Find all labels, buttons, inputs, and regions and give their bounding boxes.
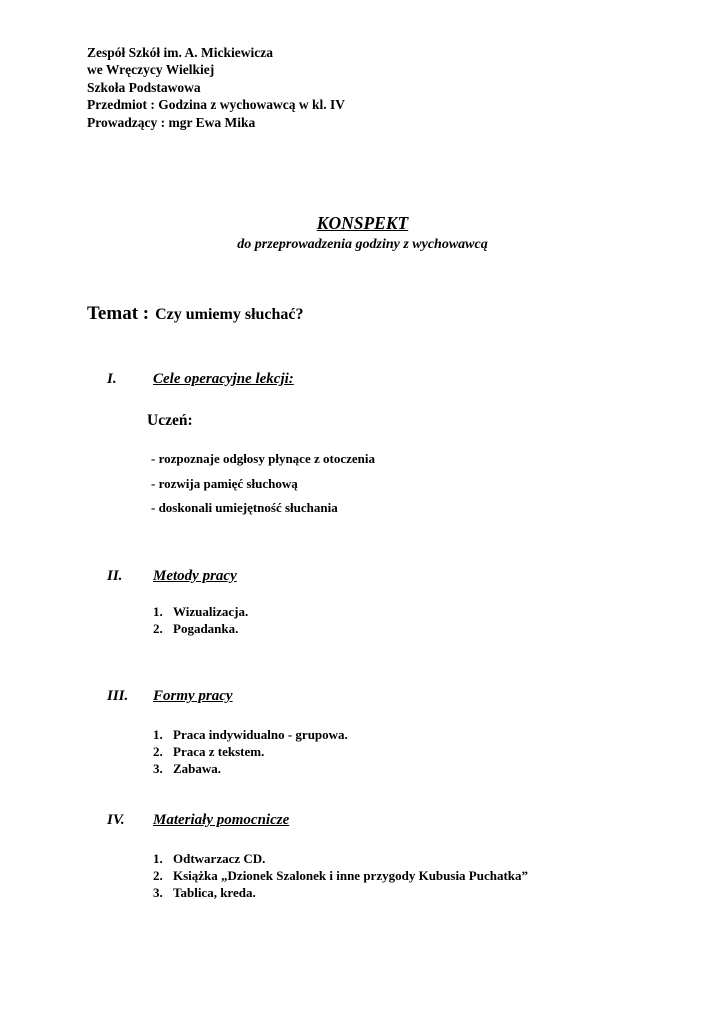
- list-text: Odtwarzacz CD.: [173, 851, 266, 866]
- header-teacher: Prowadzący : mgr Ewa Mika: [87, 114, 256, 130]
- list-number: 3.: [153, 885, 163, 901]
- list-item: [153, 850, 528, 867]
- lesson-topic: [87, 303, 304, 325]
- school-header: [87, 44, 345, 131]
- objective-item: - rozpoznaje odgłosy płynące z otoczenia: [151, 451, 375, 466]
- list-number: 2.: [153, 621, 163, 637]
- section-number: III.: [107, 688, 129, 704]
- list-item: [153, 760, 348, 777]
- section-heading-objectives: [107, 371, 294, 388]
- list-text: Tablica, kreda.: [173, 885, 256, 901]
- section-heading-forms: [107, 688, 233, 705]
- list-number: 2.: [153, 868, 163, 884]
- section-number: I.: [107, 371, 117, 387]
- list-text: Wizualizacja.: [173, 604, 249, 619]
- list-text: Pogadanka.: [173, 621, 239, 637]
- section-label: Materiały pomocnicze: [153, 812, 290, 828]
- list-item: [153, 884, 528, 901]
- header-location: we Wręczycy Wielkiej: [87, 62, 215, 78]
- list-item: [153, 726, 348, 743]
- list-number: 2.: [153, 744, 163, 760]
- list-item: [153, 620, 248, 637]
- document-subtitle: do przeprowadzenia godziny z wychowawcą: [237, 237, 488, 252]
- forms-list: [153, 726, 348, 778]
- methods-list: [153, 603, 248, 637]
- list-text: Praca indywidualno - grupowa.: [173, 727, 348, 742]
- header-subject: Przedmiot : Godzina z wychowawcą w kl. IV: [87, 97, 345, 113]
- list-text: Książka „Dzionek Szalonek i inne przygody Kubusia Puchatka”: [173, 868, 529, 884]
- section-label: Metody pracy: [153, 568, 237, 584]
- topic-label: Temat :: [87, 303, 150, 324]
- topic-value: Czy umiemy słuchać?: [155, 306, 304, 323]
- list-item: [153, 603, 248, 620]
- list-number: 1.: [153, 727, 163, 742]
- objective-item: - rozwija pamięć słuchową: [151, 476, 298, 491]
- objective-item: - doskonali umiejętność słuchania: [151, 500, 338, 515]
- list-item: [153, 867, 528, 884]
- section-heading-methods: [107, 568, 237, 585]
- document-title: KONSPEKT: [316, 213, 409, 233]
- header-school-type: Szkoła Podstawowa: [87, 79, 201, 95]
- list-number: 1.: [153, 604, 163, 619]
- list-text: Praca z tekstem.: [173, 744, 265, 760]
- header-school-name: Zespół Szkół im. A. Mickiewicza: [87, 45, 273, 60]
- section-heading-materials: [107, 812, 289, 829]
- list-item: [153, 743, 348, 760]
- objectives-subheading: Uczeń:: [147, 412, 193, 429]
- list-number: 1.: [153, 851, 163, 866]
- list-number: 3.: [153, 761, 163, 777]
- section-label: Formy pracy: [153, 688, 233, 704]
- section-number: II.: [107, 568, 123, 584]
- list-text: Zabawa.: [173, 761, 222, 777]
- materials-list: [153, 850, 528, 902]
- section-label: Cele operacyjne lekcji:: [153, 371, 294, 387]
- section-number: IV.: [107, 812, 125, 828]
